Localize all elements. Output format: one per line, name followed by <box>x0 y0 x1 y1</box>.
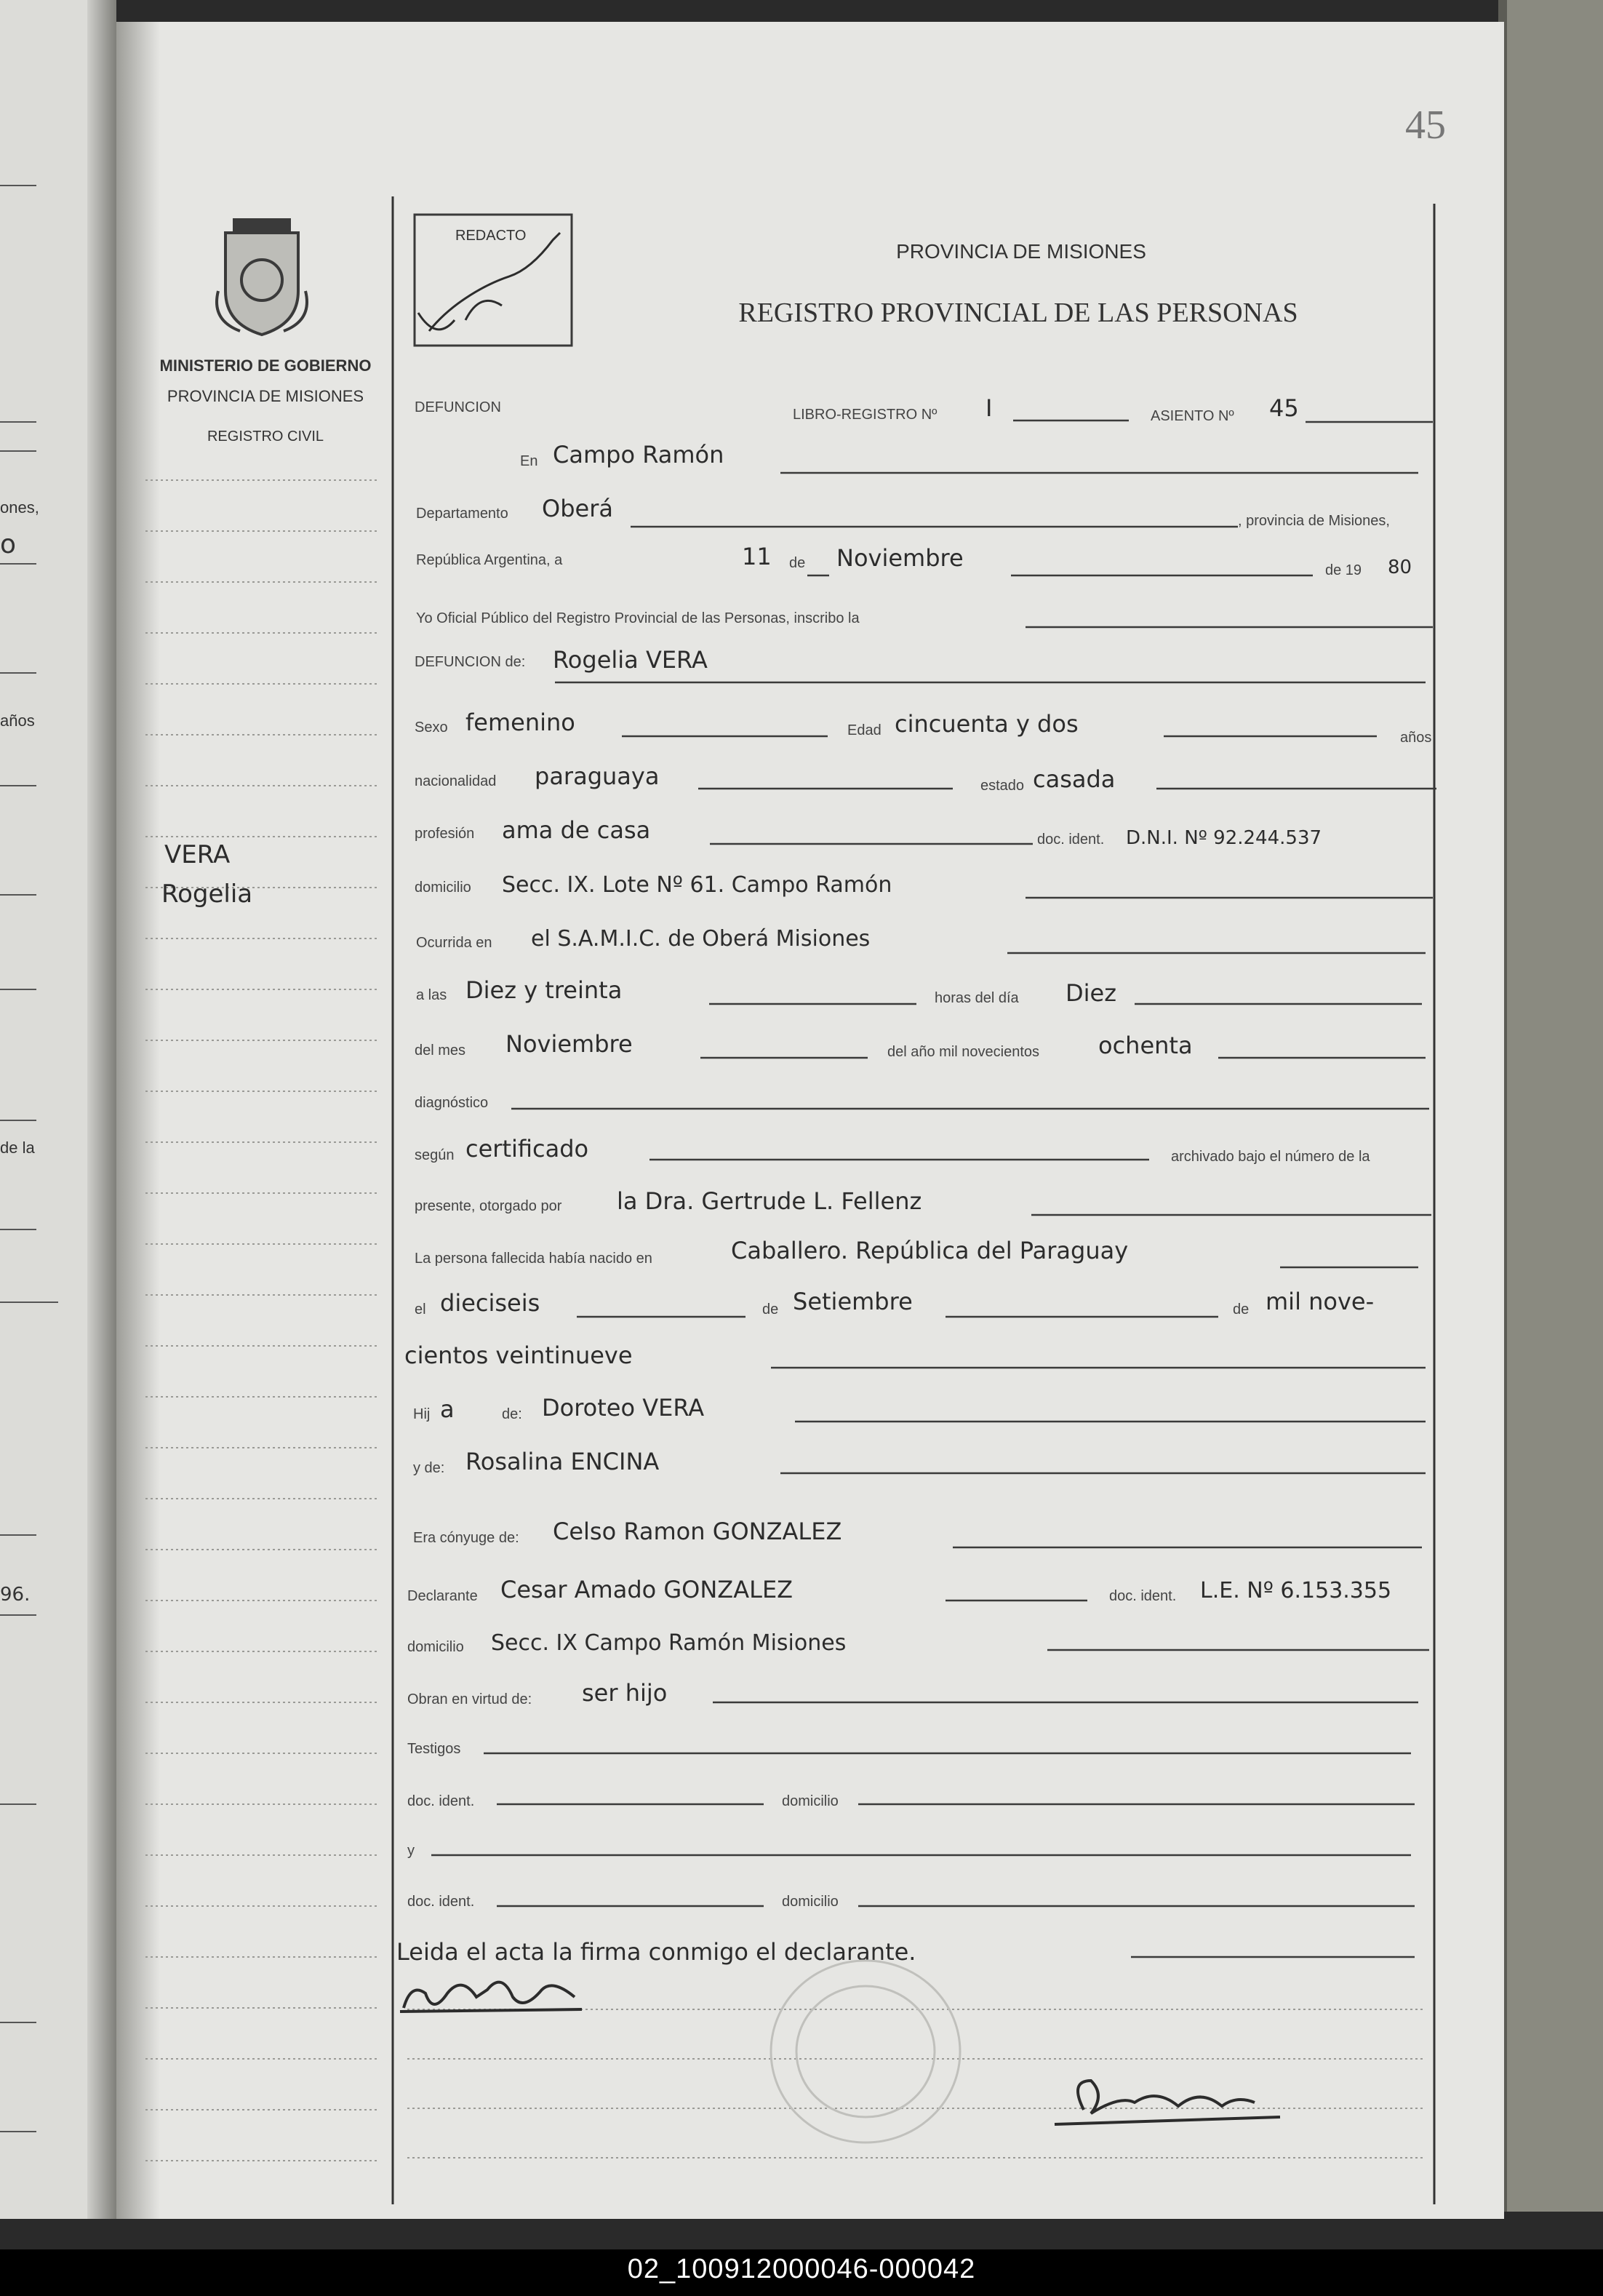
profesion-value: ama de casa <box>502 816 651 844</box>
prev-fragment: años <box>0 711 35 730</box>
diagnostico-label: diagnóstico <box>415 1095 489 1111</box>
domicilio3-label: domicilio <box>782 1793 839 1809</box>
a-las-value: Diez y treinta <box>465 976 623 1004</box>
madre-value: Rosalina ENCINA <box>465 1448 660 1475</box>
horas-value: Diez <box>1066 979 1117 1007</box>
departamento-value: Oberá <box>542 495 613 522</box>
obran-label: Obran en virtud de: <box>407 1691 532 1707</box>
doc-ident2-label: doc. ident. <box>1109 1588 1177 1604</box>
handwritten-entries <box>396 394 1412 1966</box>
year2-value-a: mil nove- <box>1266 1288 1375 1315</box>
header-province: PROVINCIA DE MISIONES <box>896 240 1146 263</box>
margin-given-name: Rogelia <box>161 880 253 909</box>
libro-value: I <box>986 394 993 422</box>
header-registry: REGISTRO PROVINCIAL DE LAS PERSONAS <box>738 298 1298 328</box>
page-header <box>738 240 1298 328</box>
month-value: Noviembre <box>836 544 964 572</box>
prev-fragment: 96. <box>0 1584 31 1606</box>
edad-value: cincuenta y dos <box>895 710 1079 738</box>
margin-note <box>161 840 252 909</box>
domicilio2-label: domicilio <box>407 1639 464 1655</box>
declarante-label: Declarante <box>407 1588 478 1604</box>
conyuge-value: Celso Ramon GONZALEZ <box>553 1518 842 1545</box>
margin-surname: VERA <box>164 840 231 869</box>
republica-label: República Argentina, a <box>416 552 563 568</box>
el-value: dieciseis <box>440 1289 540 1317</box>
nacido-value: Caballero. República del Paraguay <box>731 1237 1129 1264</box>
segun-value: certificado <box>465 1135 589 1163</box>
stamp-label: REDACTO <box>455 228 527 244</box>
domicilio-value: Secc. IX. Lote Nº 61. Campo Ramón <box>502 872 892 898</box>
ano-label: del año mil novecientos <box>887 1044 1040 1060</box>
closing-rules <box>407 2009 1426 2158</box>
sexo-label: Sexo <box>415 720 448 736</box>
year-label: de 19 <box>1325 562 1362 578</box>
closing-text: Leida el acta la firma conmigo el declarante. <box>396 1938 916 1966</box>
declarant-signature <box>400 1982 582 2012</box>
ocurrida-value: el S.A.M.I.C. de Oberá Misiones <box>531 926 871 952</box>
de-label: de <box>789 555 806 571</box>
doc-ident-label: doc. ident. <box>1037 832 1105 848</box>
hijo-suffix: a <box>440 1395 455 1423</box>
doc-ident-value: D.N.I. Nº 92.244.537 <box>1126 827 1322 849</box>
official-signature <box>1055 2081 1280 2124</box>
day-value: 11 <box>742 543 772 570</box>
margin-column-rules <box>145 480 378 2161</box>
ministry-province: PROVINCIA DE MISIONES <box>167 387 364 405</box>
nacionalidad-value: paraguaya <box>535 762 660 790</box>
previous-page-rules <box>0 186 58 2132</box>
year-value: 80 <box>1388 557 1412 578</box>
doc-ident3-label: doc. ident. <box>407 1793 475 1809</box>
ministry-name: MINISTERIO DE GOBIERNO <box>159 356 372 375</box>
estado-label: estado <box>980 778 1025 794</box>
left-header <box>160 356 372 445</box>
prev-fragment: o <box>0 530 17 559</box>
de2-label: de <box>762 1302 779 1318</box>
estado-value: casada <box>1033 765 1116 793</box>
padre-value: Doroteo VERA <box>542 1394 705 1422</box>
asiento-label: ASIENTO Nº <box>1151 408 1234 424</box>
domicilio4-label: domicilio <box>782 1894 839 1910</box>
oficial-text: Yo Oficial Público del Registro Provincial de las Personas, inscribo la <box>416 610 860 626</box>
redacto-stamp <box>415 215 572 346</box>
edad-label: Edad <box>847 722 882 738</box>
presente-value: la Dra. Gertrude L. Fellenz <box>617 1187 922 1215</box>
sexo-value: femenino <box>465 709 575 736</box>
nacido-label: La persona fallecida había nacido en <box>415 1251 652 1267</box>
profesion-label: profesión <box>415 826 475 842</box>
testigos-label: Testigos <box>407 1741 461 1757</box>
de3-label: de <box>1233 1302 1250 1318</box>
del-mes-label: del mes <box>415 1043 466 1059</box>
asiento-value: 45 <box>1269 394 1299 422</box>
a-las-label: a las <box>416 987 447 1003</box>
libro-label: LIBRO-REGISTRO Nº <box>793 407 938 423</box>
ministry-registry: REGISTRO CIVIL <box>207 428 324 445</box>
defuncion-de-value: Rogelia VERA <box>553 646 708 674</box>
de-padre-label: de: <box>502 1406 522 1422</box>
record-type-label: DEFUNCION <box>415 399 501 415</box>
prev-fragment: de la <box>0 1139 35 1157</box>
segun-label: según <box>415 1147 455 1163</box>
page-number: 45 <box>1405 103 1446 148</box>
departamento-label: Departamento <box>416 506 508 522</box>
nacionalidad-label: nacionalidad <box>415 773 497 789</box>
file-reference: 02_100912000046-000042 <box>627 2254 976 2284</box>
doc-ident2-value: L.E. Nº 6.153.355 <box>1200 1578 1392 1603</box>
el-label: el <box>415 1302 426 1318</box>
y-label: y <box>407 1843 415 1859</box>
month2-value: Setiembre <box>793 1288 913 1315</box>
domicilio-label: domicilio <box>415 880 471 896</box>
ano-value: ochenta <box>1098 1032 1193 1059</box>
year2-value-b: cientos veintinueve <box>404 1342 633 1369</box>
hijo-label: Hij <box>413 1406 431 1422</box>
faded-seal <box>771 1961 960 2142</box>
ministry-seal <box>217 220 307 335</box>
y-de-label: y de: <box>413 1460 445 1476</box>
ocurrida-label: Ocurrida en <box>416 935 492 951</box>
obran-value: ser hijo <box>582 1679 668 1707</box>
provincia-suffix: , provincia de Misiones, <box>1238 513 1390 529</box>
prev-fragment: ones, <box>0 498 39 517</box>
domicilio2-value: Secc. IX Campo Ramón Misiones <box>491 1630 847 1656</box>
conyuge-label: Era cónyuge de: <box>413 1530 519 1546</box>
anos-label: años <box>1400 730 1432 746</box>
del-mes-value: Noviembre <box>505 1030 633 1058</box>
doc-ident4-label: doc. ident. <box>407 1894 475 1910</box>
archivado-label: archivado bajo el número de la <box>1171 1149 1370 1165</box>
en-value: Campo Ramón <box>553 441 724 469</box>
previous-page-text <box>0 498 39 1606</box>
presente-label: presente, otorgado por <box>415 1198 562 1214</box>
declarante-value: Cesar Amado GONZALEZ <box>500 1576 793 1603</box>
defuncion-de-label: DEFUNCION de: <box>415 654 526 670</box>
en-label: En <box>520 453 538 469</box>
horas-label: horas del día <box>935 990 1019 1006</box>
